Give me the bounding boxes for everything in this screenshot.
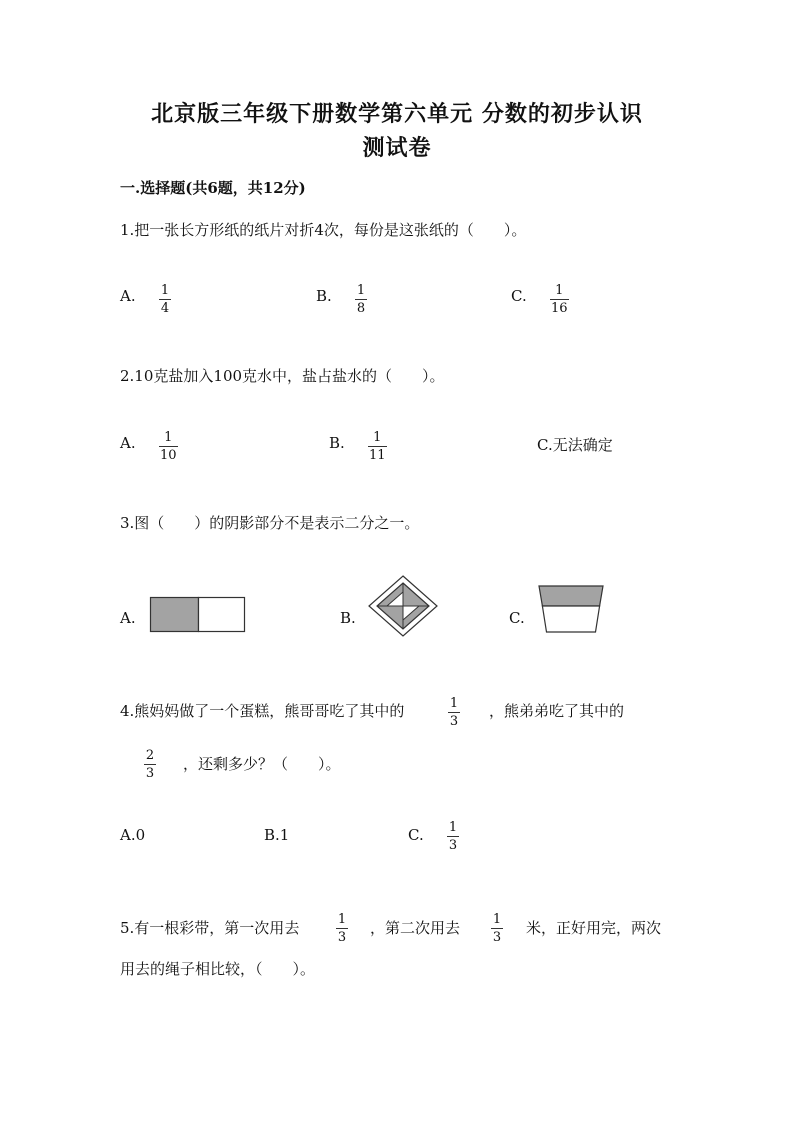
question-4-text-part-b: ，熊弟弟吃了其中的: [489, 702, 625, 720]
q1-option-b-label: B.: [316, 287, 332, 305]
q4-fraction-2: [144, 748, 156, 781]
q1-option-c-label: C.: [511, 287, 527, 305]
q3-option-b-label: B.: [340, 609, 356, 627]
fraction-bar: [159, 446, 178, 447]
question-2-text: 2.10克盐加入100克水中，盐占盐水的（ ）。: [120, 367, 445, 385]
fraction-bar: [550, 299, 569, 300]
question-5-text-part-c: 米，正好用完，两次: [526, 919, 662, 937]
denominator: 4: [160, 301, 170, 316]
question-4-text-part-a: 4.熊妈妈做了一个蛋糕，熊哥哥吃了其中的: [120, 702, 405, 720]
denominator: 3: [145, 766, 155, 781]
half-shaded-rectangle-icon: [148, 595, 248, 635]
numerator: 1: [356, 283, 366, 298]
denominator: 8: [356, 301, 366, 316]
numerator: 1: [164, 430, 173, 445]
q2-option-b-label: B.: [329, 434, 345, 452]
q2-option-c-text: C.无法确定: [537, 436, 613, 454]
numerator: 1: [373, 430, 382, 445]
q4-option-b: B.1: [264, 826, 290, 844]
q4-fraction-1: [448, 696, 460, 729]
denominator: 3: [448, 838, 458, 853]
diamond-with-triangles-icon: [367, 574, 439, 638]
fraction-bar: [448, 712, 460, 713]
numerator: 1: [160, 283, 170, 298]
q4-option-c-label: C.: [408, 826, 424, 844]
numerator: 1: [337, 912, 347, 927]
question-5-text-part-d: 用去的绳子相比较，（ ）。: [120, 960, 316, 978]
q2-option-a-fraction: [159, 430, 178, 463]
numerator: 2: [145, 748, 155, 763]
q1-option-b-fraction: [355, 283, 367, 316]
unshaded-half: [199, 598, 245, 632]
q1-option-a-label: A.: [120, 287, 136, 305]
unshaded-bottom: [542, 606, 599, 632]
denominator: 3: [449, 714, 459, 729]
denominator: 11: [369, 448, 386, 463]
page-title: 北京版三年级下册数学第六单元 分数的初步认识: [151, 101, 643, 127]
denominator: 16: [551, 301, 568, 316]
question-5-text-part-a: 5.有一根彩带，第一次用去: [120, 919, 300, 937]
numerator: 1: [555, 283, 564, 298]
page-subtitle: 测试卷: [362, 135, 432, 161]
denominator: 10: [160, 448, 177, 463]
fraction-bar: [159, 299, 171, 300]
question-3-text: 3.图（ ）的阴影部分不是表示二分之一。: [120, 514, 420, 532]
q2-option-a-label: A.: [120, 434, 136, 452]
fraction-bar: [355, 299, 367, 300]
fraction-bar: [491, 928, 503, 929]
question-4-text-part-c: ，还剩多少？（ ）。: [183, 755, 341, 773]
q5-fraction-2: [491, 912, 503, 945]
q4-option-c-fraction: [447, 820, 459, 853]
q3-option-c-label: C.: [509, 609, 525, 627]
numerator: 1: [449, 696, 459, 711]
fraction-bar: [447, 836, 459, 837]
q1-option-a-fraction: [159, 283, 171, 316]
shaded-trapezoid-icon: [537, 584, 605, 636]
fraction-bar: [368, 446, 387, 447]
section-heading: 一.选择题(共6题，共12分): [120, 179, 306, 197]
q5-fraction-1: [336, 912, 348, 945]
q4-option-a: A.0: [120, 826, 146, 844]
shaded-top: [539, 586, 603, 606]
q2-option-b-fraction: [368, 430, 387, 463]
numerator: 1: [492, 912, 502, 927]
question-1-text: 1.把一张长方形纸的纸片对折4次，每份是这张纸的（ ）。: [120, 221, 527, 239]
denominator: 3: [337, 930, 347, 945]
shaded-half: [151, 598, 199, 632]
question-5-text-part-b: ，第二次用去: [370, 919, 461, 937]
numerator: 1: [448, 820, 458, 835]
fraction-bar: [144, 764, 156, 765]
fraction-bar: [336, 928, 348, 929]
q3-option-a-label: A.: [120, 609, 136, 627]
denominator: 3: [492, 930, 502, 945]
q1-option-c-fraction: [550, 283, 569, 316]
